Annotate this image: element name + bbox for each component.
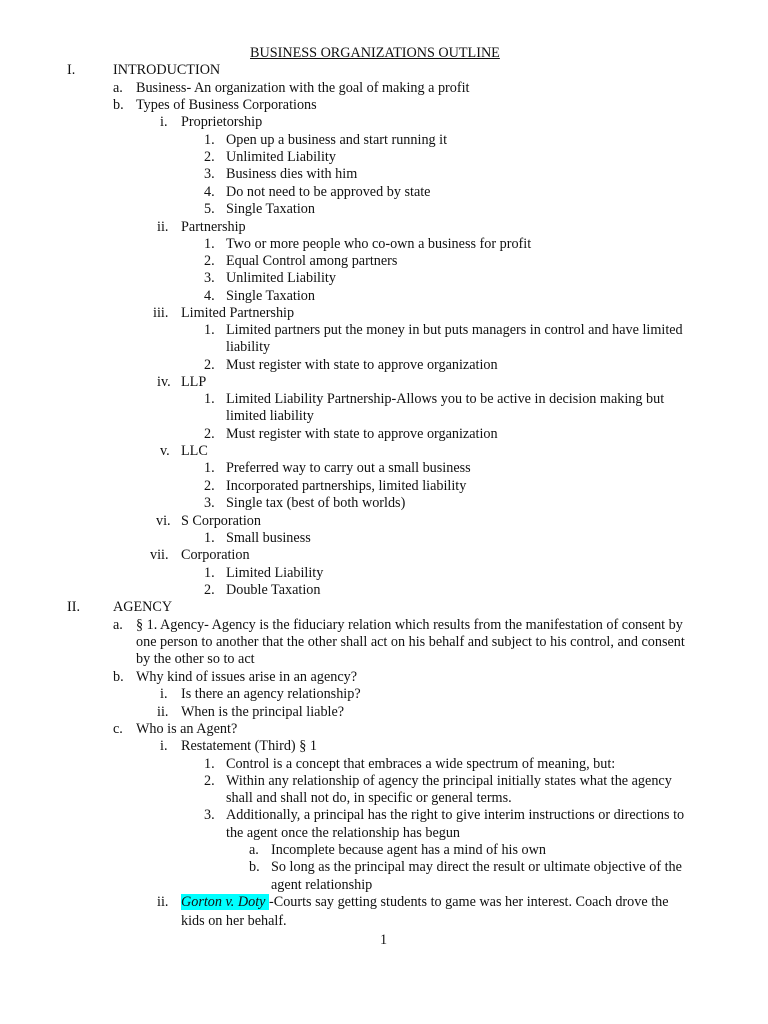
item-text: Unlimited Liability [226,270,336,286]
item-marker: 3. [204,270,215,286]
item-marker: 1. [204,391,215,407]
item-text: Limited Liability [226,565,324,581]
item-text: Business dies with him [226,166,358,182]
item-marker: 2. [204,426,215,442]
item-marker: a. [113,617,123,633]
item-text: -Courts say getting students to game was her interest. Coach drove the [269,894,669,910]
item-text: Unlimited Liability [226,149,336,165]
item-text-continued: one person to another that the other shall act on his behalf and subject to his control, and consent [136,634,685,650]
item-text: Small business [226,530,311,546]
item-marker: 3. [204,166,215,182]
item-text: Limited Liability Partnership-Allows you to be active in decision making but [226,391,665,407]
section-heading: INTRODUCTION [113,62,221,78]
item-marker: 2. [204,582,215,598]
item-marker: 5. [204,201,215,217]
item-marker: b. [249,859,260,875]
item-text: Additionally, a principal has the right to give interim instructions or directions to [226,807,685,823]
item-marker: i. [160,738,168,754]
item-marker: 4. [204,184,215,200]
item-text: Within any relationship of agency the principal initially states what the agency [226,773,672,789]
item-text: S Corporation [181,513,261,529]
item-marker: 3. [204,495,215,511]
item-text: Open up a business and start running it [226,132,448,148]
page-title: BUSINESS ORGANIZATIONS OUTLINE [250,45,500,61]
item-text-continued: limited liability [226,408,314,424]
item-marker: 1. [204,460,215,476]
item-marker: a. [249,842,259,858]
item-text: Must register with state to approve organization [226,357,498,373]
item-marker: a. [113,80,123,96]
item-text-continued: agent relationship [271,877,373,893]
item-marker: 3. [204,807,215,823]
item-text: Limited partners put the money in but puts managers in control and have limited [226,322,683,338]
item-text: Restatement (Third) § 1 [181,738,317,754]
item-text: So long as the principal may direct the result or ultimate objective of the [271,859,682,875]
item-marker: 2. [204,773,215,789]
item-text-continued: liability [226,339,271,355]
section-number: I. [67,62,76,78]
item-text: Limited Partnership [181,305,295,321]
item-marker: i. [160,686,168,702]
item-marker: 1. [204,236,215,252]
item-marker: vii. [150,547,169,563]
item-marker: 1. [204,322,215,338]
item-text-continued: by the other so to act [136,651,255,667]
item-text: Single Taxation [226,201,315,217]
item-marker: i. [160,114,168,130]
section-number: II. [67,599,80,615]
item-marker: v. [160,443,170,459]
section-heading: AGENCY [113,599,173,615]
item-text: Partnership [181,219,246,235]
item-text: Incomplete because agent has a mind of his own [271,842,546,858]
item-marker: ii. [157,219,169,235]
item-marker: c. [113,721,123,737]
item-text: Double Taxation [226,582,321,598]
item-text-continued: shall and shall not do, in specific or general terms. [226,790,512,806]
item-text: LLP [181,374,207,390]
item-text: Proprietorship [181,114,263,130]
item-marker: b. [113,97,124,113]
item-text: Incorporated partnerships, limited liability [226,478,467,494]
item-marker: 2. [204,149,215,165]
item-marker: 2. [204,478,215,494]
item-marker: 4. [204,288,215,304]
item-marker: 1. [204,565,215,581]
item-marker: iii. [153,305,169,321]
item-text: § 1. Agency- Agency is the fiduciary relation which results from the manifestation of consent by [136,617,683,633]
item-marker: 1. [204,756,215,772]
item-text: Corporation [181,547,250,563]
item-text: Types of Business Corporations [136,97,317,113]
item-text: Do not need to be approved by state [226,184,431,200]
item-marker: b. [113,669,124,685]
item-marker: 1. [204,132,215,148]
item-text: When is the principal liable? [181,704,345,720]
item-text: Why kind of issues arise in an agency? [136,669,358,685]
item-text: LLC [181,443,208,459]
item-marker: 1. [204,530,215,546]
case-name-highlight: Gorton v. Doty [181,894,269,910]
item-text: Is there an agency relationship? [181,686,361,702]
item-text: Must register with state to approve organization [226,426,498,442]
item-text: Two or more people who co-own a business for profit [226,236,532,252]
item-text: Preferred way to carry out a small business [226,460,471,476]
item-marker: vi. [156,513,171,529]
item-marker: ii. [157,704,169,720]
item-marker: 2. [204,357,215,373]
item-text: Equal Control among partners [226,253,398,269]
item-marker: 2. [204,253,215,269]
item-marker: iv. [157,374,171,390]
item-text-continued: the agent once the relationship has begun [226,825,461,841]
item-text: Single Taxation [226,288,315,304]
item-text: Single tax (best of both worlds) [226,495,406,511]
item-marker: ii. [157,894,169,910]
item-text: Control is a concept that embraces a wide spectrum of meaning, but: [226,756,616,772]
item-text: Business- An organization with the goal of making a profit [136,80,470,96]
page-number: 1 [380,932,388,948]
item-text-line [181,894,669,911]
item-text: Who is an Agent? [136,721,238,737]
item-text-continued: kids on her behalf. [181,913,287,929]
